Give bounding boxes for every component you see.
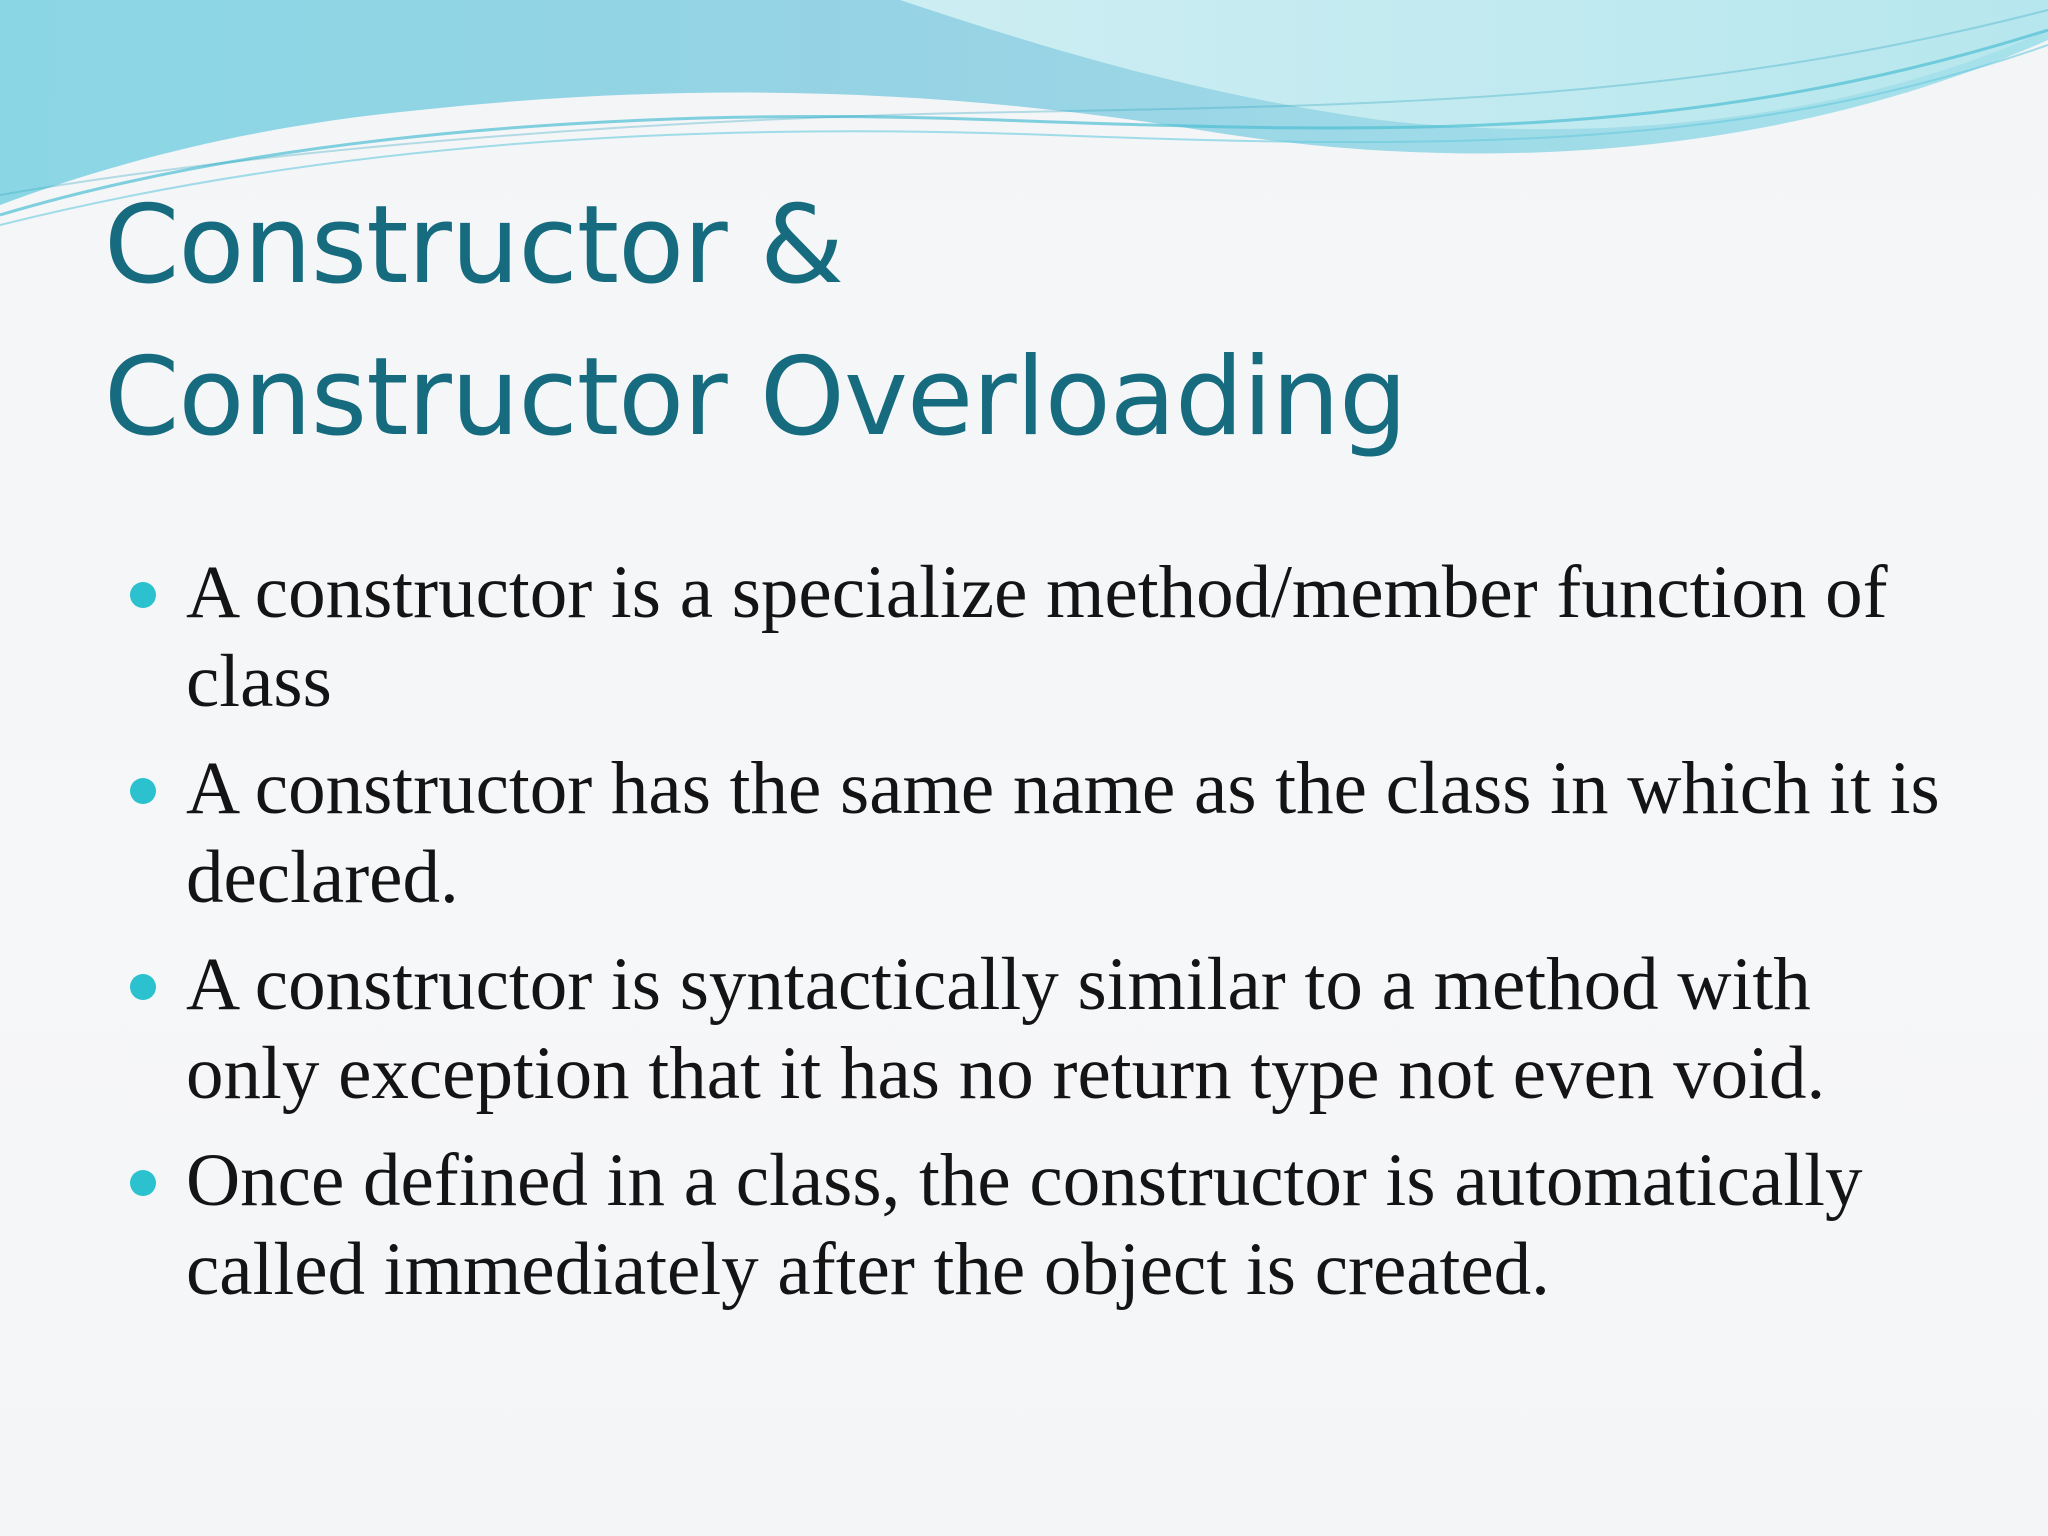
bullet-text: Once defined in a class, the constructor is automatically called immediately after the object is created. — [186, 1139, 1863, 1311]
slide-title-line-1: Constructor & — [104, 183, 844, 308]
bullet-text: A constructor has the same name as the class in which it is declared. — [186, 747, 1940, 919]
bullet-dot-icon — [130, 1170, 156, 1196]
bullet-item — [124, 1136, 1944, 1314]
bullet-text: A constructor is syntactically similar to a method with only exception that it has no return type not even void. — [186, 943, 1826, 1115]
bullet-item — [124, 548, 1944, 726]
bullet-item — [124, 744, 1944, 922]
bullet-dot-icon — [130, 974, 156, 1000]
bullet-dot-icon — [130, 582, 156, 608]
bullet-dot-icon — [130, 778, 156, 804]
slide-title-line-2: Constructor Overloading — [104, 335, 1407, 460]
bullet-list — [124, 548, 1944, 1332]
bullet-text: A constructor is a specialize method/member function of class — [186, 551, 1888, 723]
slide-title — [104, 170, 1804, 474]
bullet-item — [124, 940, 1944, 1118]
